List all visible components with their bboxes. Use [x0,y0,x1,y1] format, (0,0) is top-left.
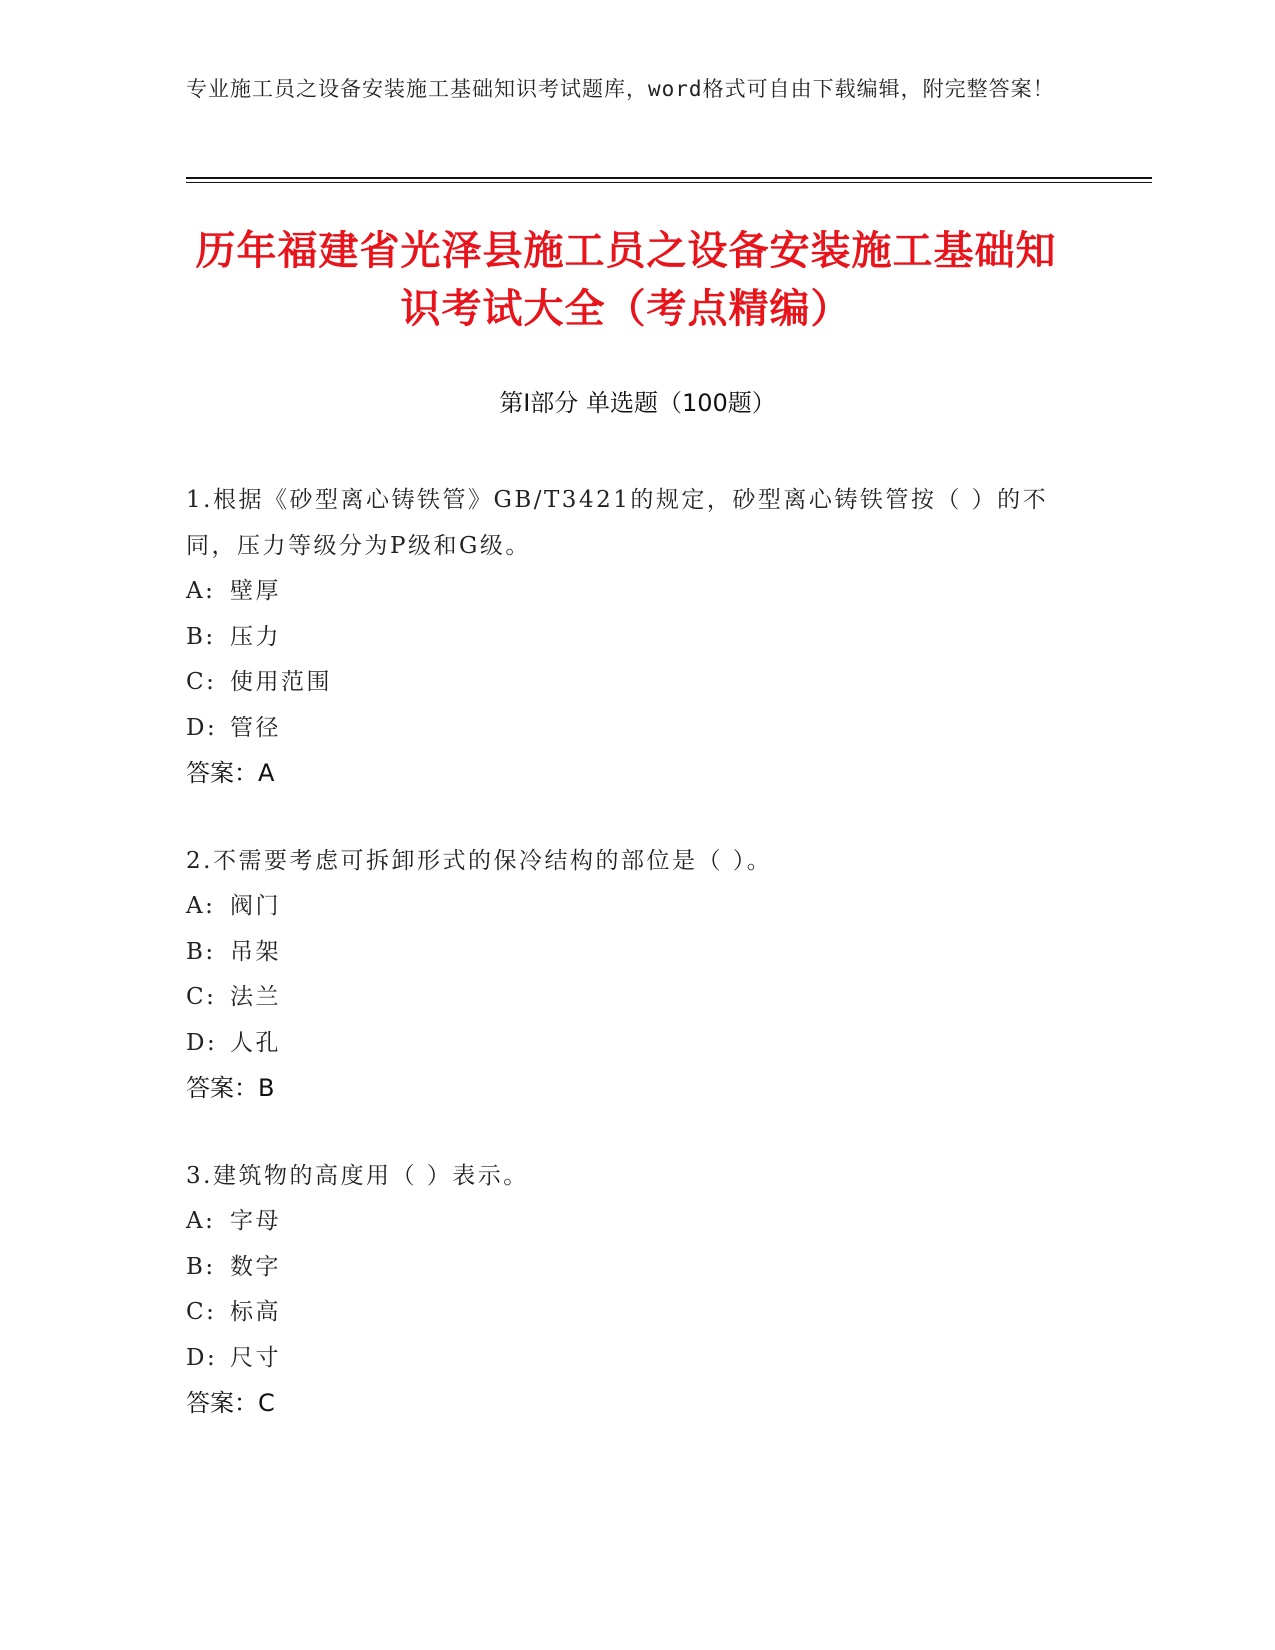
option-a [186,1199,1066,1245]
option-text: 数字 [230,1253,281,1280]
header-rule-thick [186,177,1152,179]
option-text: 阀门 [230,893,281,919]
option-text: 管径 [230,714,281,741]
option-key: B: [186,938,216,965]
option-a [186,569,1066,615]
option-text: 使用范围 [230,669,332,695]
option-text: 字母 [230,1208,281,1234]
option-c [186,660,1066,706]
question-1 [186,478,1066,797]
option-key: B: [186,623,216,650]
option-c [186,1290,1066,1336]
option-key: A: [186,578,216,604]
option-text: 压力 [230,623,281,650]
option-key: C: [186,984,217,1010]
question-3 [186,1154,1066,1427]
question-stem: 2.不需要考虑可拆卸形式的保冷结构的部位是（ ）。 [186,847,773,874]
document-title: 历年福建省光泽县施工员之设备安装施工基础知识考试大全（考点精编） [195,228,1057,332]
answer-line: 答案：B [186,1074,275,1102]
header-rule-thin [186,182,1152,183]
option-key: A: [186,893,216,919]
answer-line: 答案：C [186,1389,275,1417]
option-text: 吊架 [230,938,281,965]
option-text: 标高 [230,1299,281,1325]
option-key: D: [186,1344,218,1371]
option-text: 人孔 [230,1029,281,1056]
option-d [186,1336,1066,1382]
option-a [186,884,1066,930]
question-stem: 1.根据《砂型离心铸铁管》GB/T3421的规定，砂型离心铸铁管按（ ）的不同，压力等级分为P级和G级。 [186,487,1049,559]
option-key: A: [186,1208,216,1234]
option-key: C: [186,1299,217,1325]
option-key: C: [186,669,217,695]
option-key: B: [186,1253,216,1280]
question-2 [186,839,1066,1112]
option-c [186,975,1066,1021]
option-text: 壁厚 [230,578,281,604]
option-d [186,1021,1066,1067]
answer-line: 答案：A [186,759,275,787]
option-key: D: [186,714,218,741]
question-stem: 3.建筑物的高度用（ ）表示。 [186,1162,529,1189]
option-key: D: [186,1029,218,1056]
option-d [186,706,1066,752]
section-heading: 第Ⅰ部分 单选题（100题） [499,389,776,417]
question-list [186,478,1066,1469]
option-text: 尺寸 [230,1344,281,1371]
option-b [186,1245,1066,1291]
option-b [186,930,1066,976]
option-b [186,615,1066,661]
option-text: 法兰 [230,984,281,1010]
header-note: 专业施工员之设备安装施工基础知识考试题库，word格式可自由下载编辑，附完整答案！ [186,77,1055,101]
